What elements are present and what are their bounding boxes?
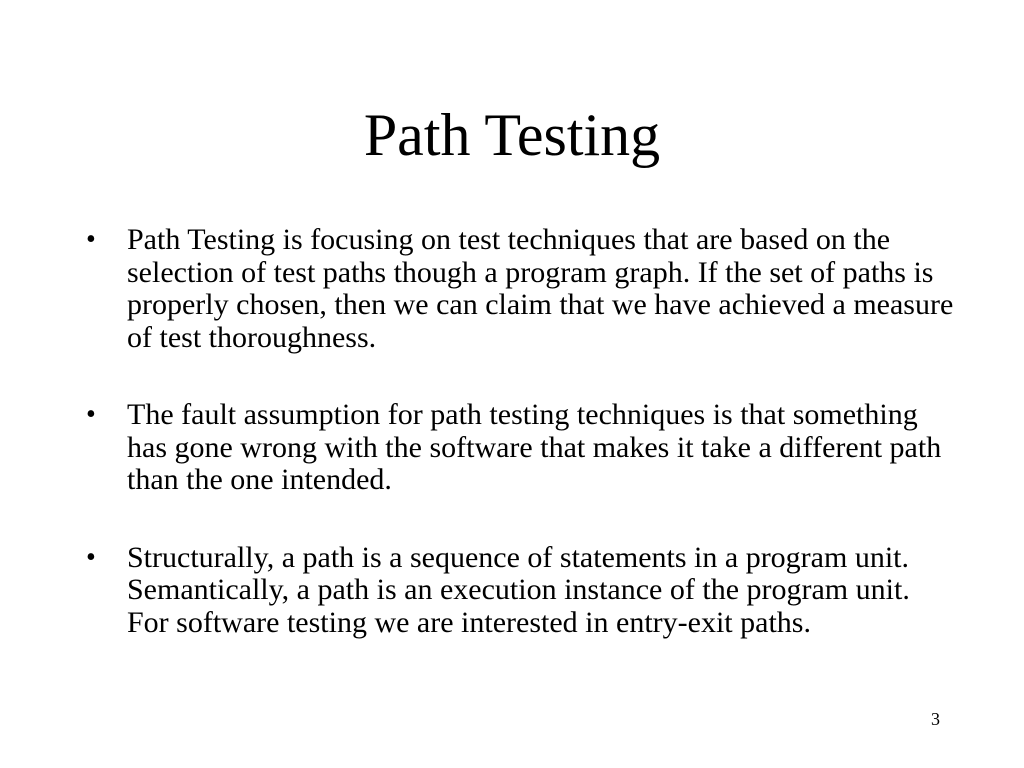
- bullet-list: [86, 224, 956, 639]
- bullet-text: Structurally, a path is a sequence of statements in a program unit. Semantically, a path is an execution instance of the program unit. For software testing we are interested in entry-exit paths.: [127, 540, 910, 639]
- page-number: 3: [931, 709, 940, 729]
- bullet-text: Path Testing is focusing on test techniques that are based on the selection of test paths though a program graph. If the set of paths is properly chosen, then we can claim that we have achieved a measure of test thoroughness.: [127, 223, 954, 354]
- bullet-item: [86, 399, 956, 497]
- bullet-dot-icon: •: [86, 224, 96, 255]
- slide-title: Path Testing: [363, 102, 661, 168]
- bullet-text: The fault assumption for path testing techniques is that something has gone wrong with the software that makes it take a different path than the one intended.: [127, 398, 942, 496]
- bullet-dot-icon: •: [86, 399, 96, 430]
- bullet-dot-icon: •: [86, 541, 96, 573]
- bullet-item: [86, 224, 956, 354]
- bullet-item: [86, 542, 956, 640]
